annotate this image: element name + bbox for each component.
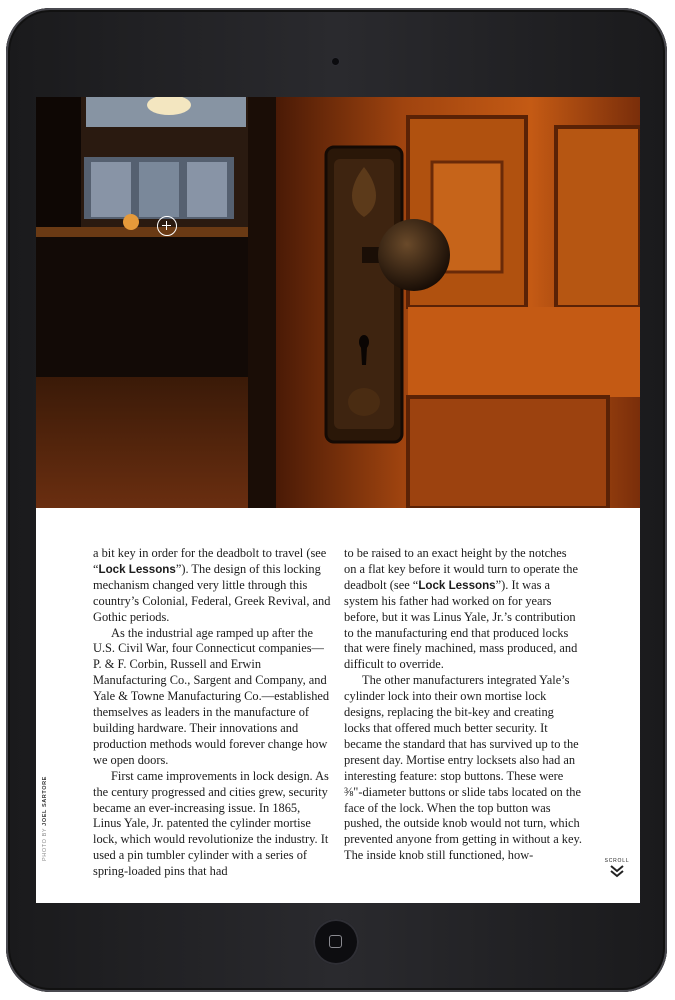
home-button-icon (329, 935, 342, 948)
article-column-2 (344, 546, 582, 864)
fraction-three-eighths: ⅜ (344, 784, 354, 799)
article-paragraph: a bit key in order for the deadbolt to travel (see “Lock Lessons”). The design of this locking mechanism changed very little through this country’s Colonial, Federal, Greek Revival, and Gothic periods. (93, 546, 331, 624)
article-paragraph: The other manufacturers integrated Yale’s cylinder lock into their own mortise lock designs, replacing the bit-key and creating locks that offered much better security. It became the standard that has survived up to the present day. Mortise entry locksets also had an interesting feature: stop buttons. These were ⅜"-diameter buttons or slide tabs located on the face of the lock. When the top button was pushed, the outside knob would not turn, which prevented anyone from getting in without a key. The inside knob still functioned, how- (344, 673, 582, 863)
lock-lessons-link[interactable]: Lock Lessons (98, 562, 176, 576)
scroll-button[interactable] (603, 858, 631, 883)
article-column-1 (93, 546, 331, 880)
scroll-label: SCROLL (604, 858, 630, 864)
photo-credit: PHOTO BY JOEL SARTORE (42, 776, 48, 861)
magazine-page (36, 97, 640, 903)
photo-zoom-button[interactable] (157, 216, 177, 236)
article-paragraph: to be raised to an exact height by the notches on a flat key before it would turn to operate the deadbolt (see “Lock Lessons”). It was a system his father had worked on for years before, but it was Linus Yale, Jr.’s contribution to the manufacturing end that produced locks that were finely machined, mass produced, and difficult to override. (344, 546, 578, 672)
front-camera (332, 58, 339, 65)
lock-lessons-link[interactable]: Lock Lessons (418, 578, 496, 592)
double-chevron-down-icon (609, 864, 625, 878)
article-paragraph: First came improvements in lock design. As the century progressed and cities grew, security became an ever-increasing issue. In 1865, Linus Yale, Jr. patented the cylinder mortise lock, which would revolutionize the industry. It used a pin tumbler cylinder with a series of spring-loaded pins that had (93, 768, 329, 879)
door-knob-photo (36, 97, 640, 508)
article-paragraph: As the industrial age ramped up after the U.S. Civil War, four Connecticut companies—P. & F. Corbin, Russell and Erwin Manufacturing Co., Sargent and Company, and Yale & Towne Manufacturing Co.—established themselves as leaders in the manufacture of building hardware. Their innovations and production methods would forever change how we open doors. (93, 625, 330, 767)
